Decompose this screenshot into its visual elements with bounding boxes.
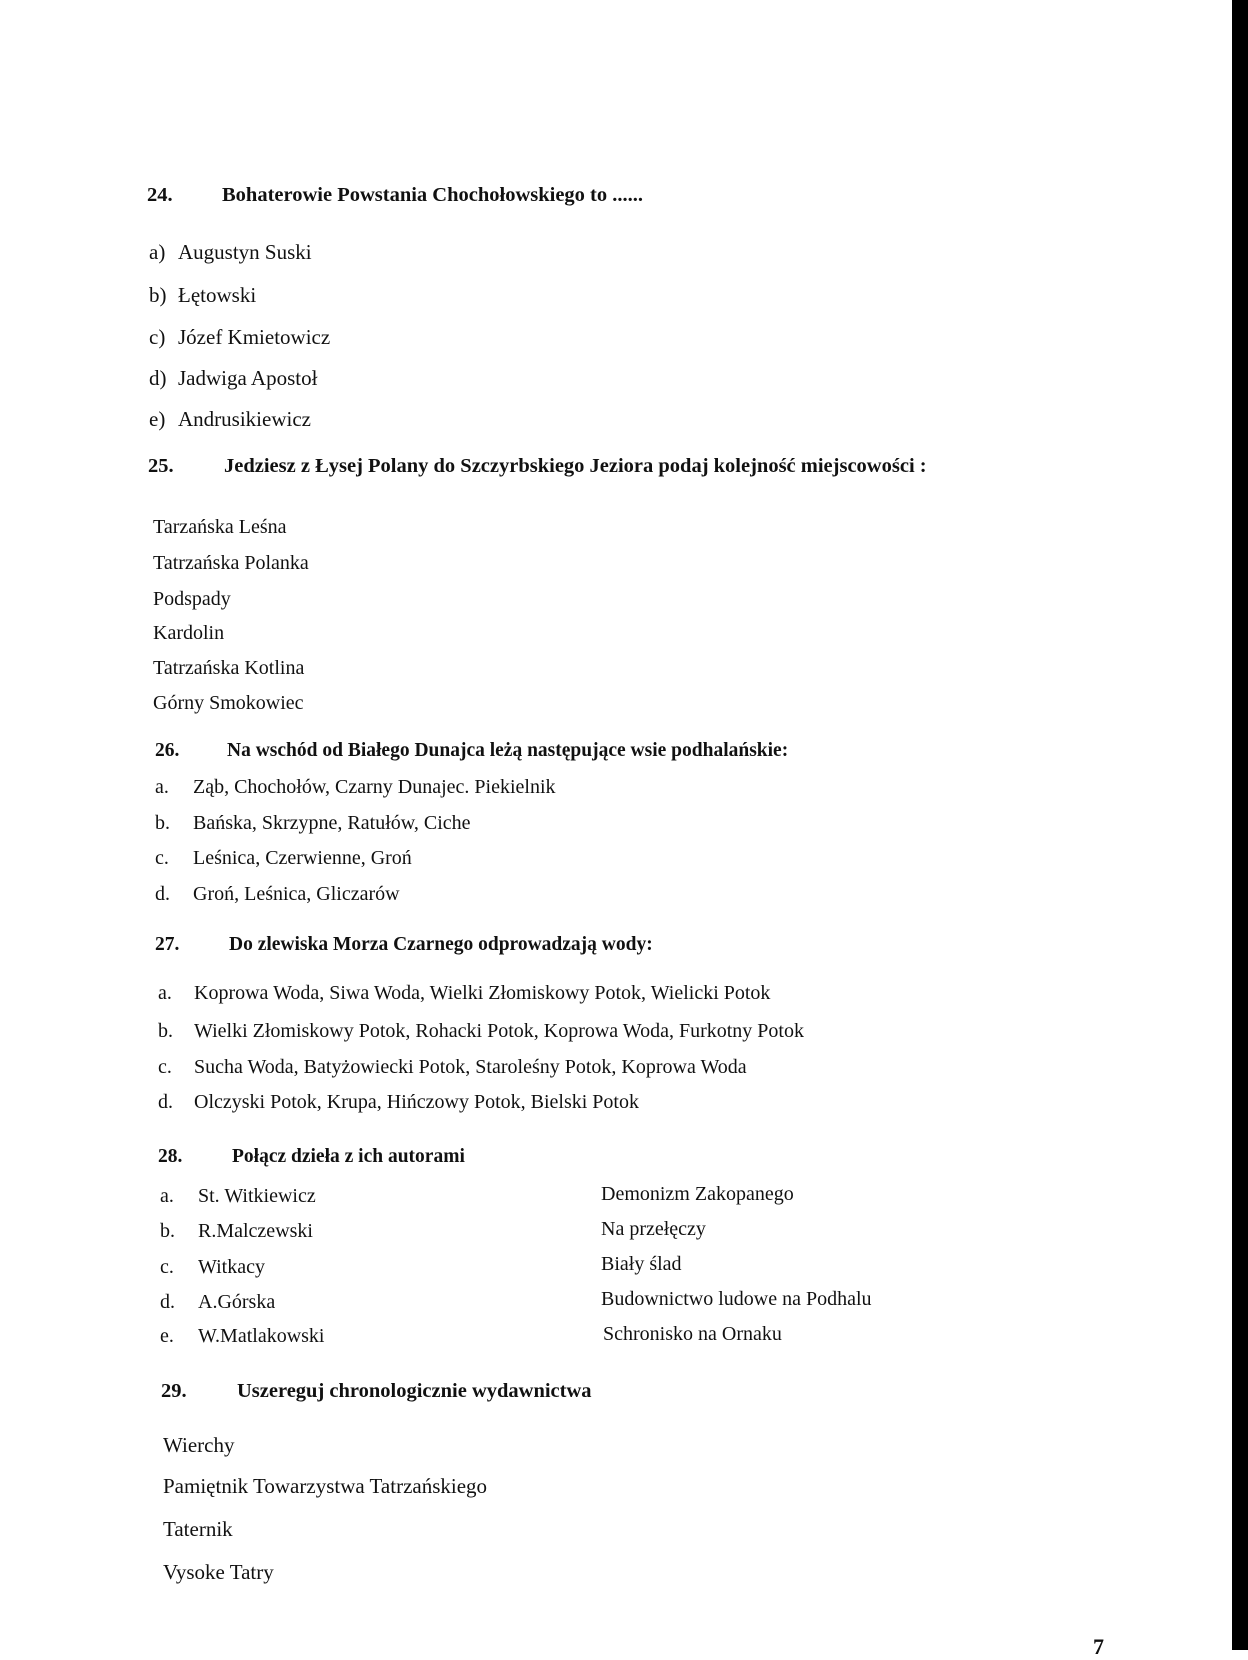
question-title: Jedziesz z Łysej Polany do Szczyrbskiego Jeziora podaj kolejność miejscowości : bbox=[224, 455, 927, 477]
row-letter: a. bbox=[160, 1185, 174, 1207]
option-letter: a) bbox=[149, 240, 166, 264]
option-text: Wielki Złomiskowy Potok, Rohacki Potok, Koprowa Woda, Furkotny Potok bbox=[194, 1020, 804, 1042]
option-text: Ząb, Chochołów, Czarny Dunajec. Piekielnik bbox=[193, 776, 556, 798]
work: Demonizm Zakopanego bbox=[601, 1183, 794, 1205]
list-item: Pamiętnik Towarzystwa Tatrzańskiego bbox=[163, 1474, 488, 1498]
list-item: Tatrzańska Polanka bbox=[153, 552, 309, 574]
work: Biały ślad bbox=[601, 1253, 682, 1275]
question-title: Bohaterowie Powstania Chochołowskiego to ...... bbox=[222, 184, 644, 206]
work: Schronisko na Ornaku bbox=[603, 1323, 782, 1345]
option-letter: e) bbox=[149, 407, 166, 431]
list-item: Vysoke Tatry bbox=[163, 1560, 274, 1584]
author: St. Witkiewicz bbox=[198, 1185, 316, 1207]
scan-edge bbox=[1232, 0, 1248, 1650]
option-letter: b) bbox=[149, 283, 167, 307]
option-letter: b. bbox=[155, 812, 170, 834]
option-letter: d) bbox=[149, 366, 167, 390]
list-item: Tarzańska Leśna bbox=[153, 516, 287, 538]
list-item: Wierchy bbox=[163, 1433, 235, 1457]
option-letter: c. bbox=[158, 1056, 172, 1078]
author: W.Matlakowski bbox=[198, 1325, 325, 1347]
option-text: Olczyski Potok, Krupa, Hińczowy Potok, Bielski Potok bbox=[194, 1091, 639, 1113]
list-item: Podspady bbox=[153, 588, 231, 610]
list-item: Taternik bbox=[163, 1517, 233, 1541]
row-letter: c. bbox=[160, 1256, 174, 1278]
option-text: Łętowski bbox=[178, 283, 257, 307]
row-letter: d. bbox=[160, 1291, 175, 1313]
page-number: 7 bbox=[1093, 1634, 1104, 1659]
question-number: 26. bbox=[155, 740, 180, 761]
work: Na przełęczy bbox=[601, 1218, 706, 1240]
question-number: 27. bbox=[155, 934, 180, 955]
author: Witkacy bbox=[198, 1256, 265, 1278]
question-number: 24. bbox=[147, 184, 173, 206]
option-text: Andrusikiewicz bbox=[178, 407, 311, 431]
option-text: Sucha Woda, Batyżowiecki Potok, Staroleśny Potok, Koprowa Woda bbox=[194, 1056, 747, 1078]
author: A.Górska bbox=[198, 1291, 276, 1313]
question-title: Do zlewiska Morza Czarnego odprowadzają wody: bbox=[229, 934, 653, 955]
list-item: Górny Smokowiec bbox=[153, 692, 304, 714]
option-letter: c. bbox=[155, 847, 169, 869]
question-number: 25. bbox=[148, 455, 174, 477]
option-text: Koprowa Woda, Siwa Woda, Wielki Złomiskowy Potok, Wielicki Potok bbox=[194, 982, 771, 1004]
option-letter: a. bbox=[155, 776, 169, 798]
option-letter: a. bbox=[158, 982, 172, 1004]
question-number: 28. bbox=[158, 1146, 183, 1167]
list-item: Tatrzańska Kotlina bbox=[153, 657, 305, 679]
option-text: Józef Kmietowicz bbox=[178, 325, 331, 349]
option-text: Leśnica, Czerwienne, Groń bbox=[193, 847, 412, 869]
row-letter: b. bbox=[160, 1220, 175, 1242]
option-letter: d. bbox=[158, 1091, 173, 1113]
author: R.Malczewski bbox=[198, 1220, 313, 1242]
question-title: Połącz dzieła z ich autorami bbox=[232, 1146, 465, 1167]
option-letter: d. bbox=[155, 883, 170, 905]
question-number: 29. bbox=[161, 1380, 187, 1402]
option-text: Bańska, Skrzypne, Ratułów, Ciche bbox=[193, 812, 471, 834]
option-text: Groń, Leśnica, Gliczarów bbox=[193, 883, 400, 905]
option-letter: b. bbox=[158, 1020, 173, 1042]
question-title: Na wschód od Białego Dunajca leżą następujące wsie podhalańskie: bbox=[227, 740, 789, 761]
option-letter: c) bbox=[149, 325, 166, 349]
option-text: Jadwiga Apostoł bbox=[178, 366, 318, 390]
work: Budownictwo ludowe na Podhalu bbox=[601, 1288, 872, 1310]
list-item: Kardolin bbox=[153, 622, 225, 644]
row-letter: e. bbox=[160, 1325, 174, 1347]
question-title: Uszereguj chronologicznie wydawnictwa bbox=[237, 1380, 592, 1402]
option-text: Augustyn Suski bbox=[178, 240, 312, 264]
